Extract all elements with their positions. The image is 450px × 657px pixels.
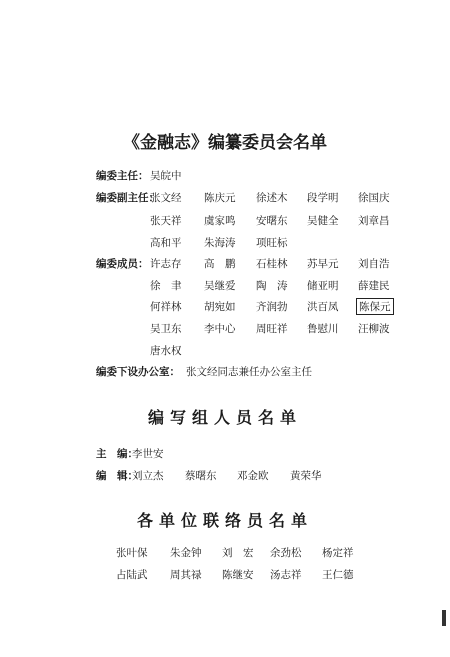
member-name: 吴继爱 bbox=[204, 280, 236, 292]
member-name: 唐水权 bbox=[150, 345, 182, 357]
editor-name: 刘立杰 bbox=[132, 470, 164, 482]
director-label: 编委主任： bbox=[96, 170, 149, 182]
member-name: 鲁慰川 bbox=[307, 323, 339, 335]
chief-editor-label: 主 编： bbox=[96, 448, 138, 460]
liaison-name: 朱金钟 bbox=[170, 547, 202, 559]
member-name: 许志存 bbox=[150, 258, 182, 270]
liaison-name: 周其禄 bbox=[170, 569, 202, 581]
member-name: 徐 聿 bbox=[150, 280, 182, 292]
committee-title: 《金融志》编纂委员会名单 bbox=[123, 133, 327, 153]
editors-label: 编 辑： bbox=[96, 470, 138, 482]
member-name: 吴卫东 bbox=[150, 323, 182, 335]
member-name: 高 鹏 bbox=[204, 258, 236, 270]
editor-name: 邓金欧 bbox=[237, 470, 269, 482]
liaison-name: 张叶保 bbox=[116, 547, 148, 559]
member-name: 汪柳波 bbox=[358, 323, 390, 335]
member-name: 储亚明 bbox=[307, 280, 339, 292]
office-text: 张文经同志兼任办公室主任 bbox=[186, 366, 312, 378]
office-label: 编委下设办公室： bbox=[96, 366, 180, 378]
members-label: 编委成员： bbox=[96, 258, 149, 270]
member-name: 刘自浩 bbox=[358, 258, 390, 270]
member-name: 洪百凤 bbox=[307, 301, 339, 313]
deputy-label: 编委副主任： bbox=[96, 192, 159, 204]
deputy-name: 虞家鸣 bbox=[204, 215, 236, 227]
member-name: 胡宛如 bbox=[204, 301, 236, 313]
deputy-name: 段学明 bbox=[307, 192, 339, 204]
liaison-name: 汤志祥 bbox=[270, 569, 302, 581]
liaison-name: 陈继安 bbox=[222, 569, 254, 581]
deputy-name: 刘章昌 bbox=[358, 215, 390, 227]
deputy-name: 吴健全 bbox=[307, 215, 339, 227]
deputy-name: 张文经 bbox=[150, 192, 182, 204]
page-edge-mark bbox=[442, 610, 446, 626]
liaison-name: 刘 宏 bbox=[222, 547, 254, 559]
deputy-name: 项旺标 bbox=[256, 237, 288, 249]
writing-group-title: 编写组人员名单 bbox=[147, 408, 302, 427]
deputy-name: 朱海涛 bbox=[204, 237, 236, 249]
member-name: 薛建民 bbox=[358, 280, 390, 292]
member-name: 石桂林 bbox=[256, 258, 288, 270]
deputy-name: 徐述木 bbox=[256, 192, 288, 204]
member-name: 陶 涛 bbox=[256, 280, 288, 292]
member-name: 齐润勃 bbox=[256, 301, 288, 313]
liaison-name: 占陆武 bbox=[116, 569, 148, 581]
member-name-boxed: 陈保元 bbox=[356, 298, 394, 315]
editor-name: 蔡曙东 bbox=[185, 470, 217, 482]
member-name: 周旺祥 bbox=[256, 323, 288, 335]
liaison-name: 王仁德 bbox=[322, 569, 354, 581]
member-name: 何祥林 bbox=[150, 301, 182, 313]
deputy-name: 张天祥 bbox=[150, 215, 182, 227]
member-name: 苏早元 bbox=[307, 258, 339, 270]
deputy-name: 陈庆元 bbox=[204, 192, 236, 204]
deputy-name: 徐国庆 bbox=[358, 192, 390, 204]
chief-editor-name: 李世安 bbox=[132, 448, 164, 460]
director-name: 吴皖中 bbox=[150, 170, 182, 182]
deputy-name: 安曙东 bbox=[256, 215, 288, 227]
liaison-name: 余劲松 bbox=[270, 547, 302, 559]
liaisons-title: 各单位联络员名单 bbox=[136, 511, 313, 530]
editor-name: 黄荣华 bbox=[290, 470, 322, 482]
member-name: 李中心 bbox=[204, 323, 236, 335]
liaison-name: 杨定祥 bbox=[322, 547, 354, 559]
deputy-name: 高和平 bbox=[150, 237, 182, 249]
